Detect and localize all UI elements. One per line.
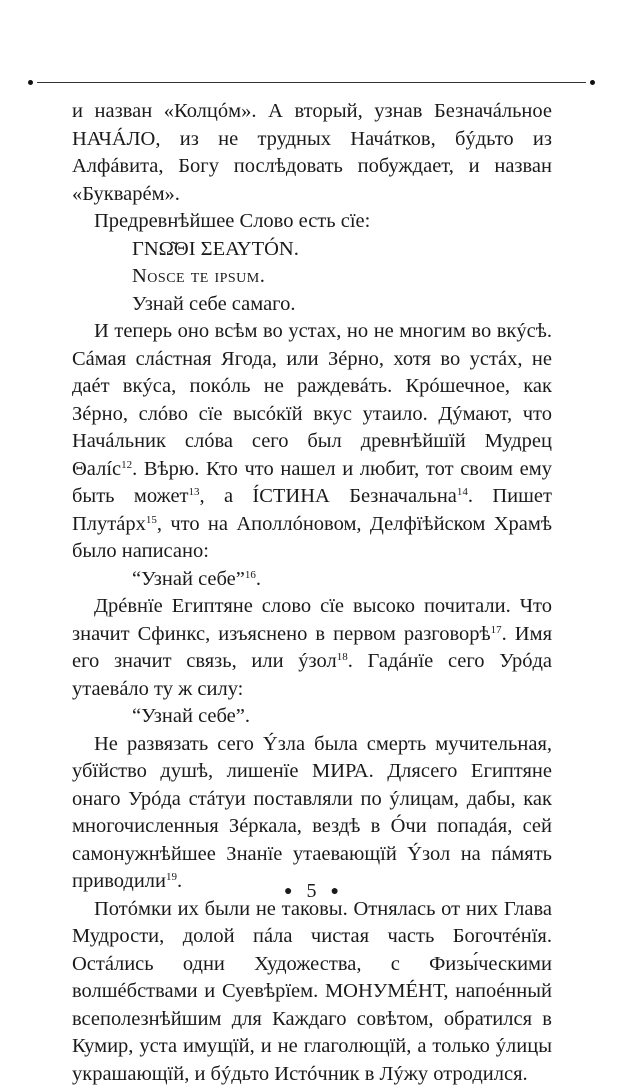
page-footer	[0, 880, 623, 903]
paragraph: Потóмки их были не таковы. Отнялась от них Глава Мудрости, долой пáла чистая часть Богочтéнїя. Остáлись одни Художества, с Физы́ческими волшéбствами и Суевѣрїем. МОНУМÉНТ, напоéнный всеполезнѣйшим для Каждаго совѣтом, обратился в Кумир, уста имущїй, и не глаголющїй, а только ýлицы украшающїй, и бýдьто Истóчник в Лýжу отродился.	[72, 896, 552, 1088]
rule-line	[37, 82, 586, 83]
header-rule	[28, 80, 595, 88]
quote: “Узнай себе”.	[72, 703, 552, 731]
bullet-icon: ●	[331, 884, 339, 899]
bullet-icon: ●	[284, 884, 292, 899]
footnote-ref[interactable]: 16	[245, 569, 256, 581]
footnote-ref[interactable]: 19	[166, 871, 177, 883]
rule-dot-left	[28, 80, 33, 85]
epigraph-latin: Nosce te ipsum.	[72, 263, 552, 291]
footnote-ref[interactable]: 13	[189, 486, 200, 498]
epigraph-greek: ΓΝΩ͂ΘΙ ΣΕΑΥΤÓΝ.	[72, 236, 552, 264]
paragraph: Предревнѣйшее Слово есть сїе:	[72, 208, 552, 236]
quote: “Узнай себе”$^{16}$.	[72, 566, 552, 594]
paragraph: И теперь оно всѣм во устах, но не многим во вкýсѣ. Сáмая слáстная Ягода, или Зéрно, хотя во устáх, не даéт вкýса, покóль не раждевáть. Крóшечное, как Зéрно, слóво сїе высóкїй вкус утаило. Дýмают, что Начáльник слóва сего был древнѣйшїй Мудрец Θалíс$^{12}$. Вѣрю. Кто что нашел и любит, тот своим ему быть может$^{13}$, а ÍСТИНА Безначальна$^{14}$. Пишет Плутáрх$^{15}$, что на Аполлóновом, Делфїѣйском Храмѣ было написано:	[72, 318, 552, 566]
paragraph: Дрéвнїе Египтяне слово сїе высоко почитали. Что значит Сфинкс, изъяснено в первом разговорѣ$^{17}$. Имя его значит связь, или ýзол$^{18}$. Гадáнїе сего Урóда утаевáло ту ж силу:	[72, 593, 552, 703]
epigraph-russian: Узнай себе самаго.	[72, 291, 552, 319]
footnote-ref[interactable]: 18	[337, 651, 348, 663]
footnote-ref[interactable]: 14	[457, 486, 468, 498]
paragraph: Не развязать сего Ýзла была смерть мучительная, убїйство душѣ, лишенїе МИРА. Длясего Египтяне онаго Урóда стáтуи поставляли по ýлицам, дабы, как многочисленныя Зéркала, вездѣ в Óчи попадáя, сей самонужнѣйшее Знанїе утаевающїй Ýзол на пáмять приводили$^{19}$.	[72, 731, 552, 896]
rule-dot-right	[590, 80, 595, 85]
page-number: 5	[307, 880, 317, 902]
footnote-ref[interactable]: 12	[121, 459, 132, 471]
paragraph: и назван «Колцóм». А вторый, узнав Безначáльное НАЧÁЛО, из не трудных Начáтков, бýдьто из Алфáвита, Богу послѣдовать побуждает, и назван «Букварéм».	[72, 98, 552, 208]
footnote-ref[interactable]: 17	[491, 624, 502, 636]
page-body	[72, 98, 552, 1088]
footnote-ref[interactable]: 15	[146, 514, 157, 526]
